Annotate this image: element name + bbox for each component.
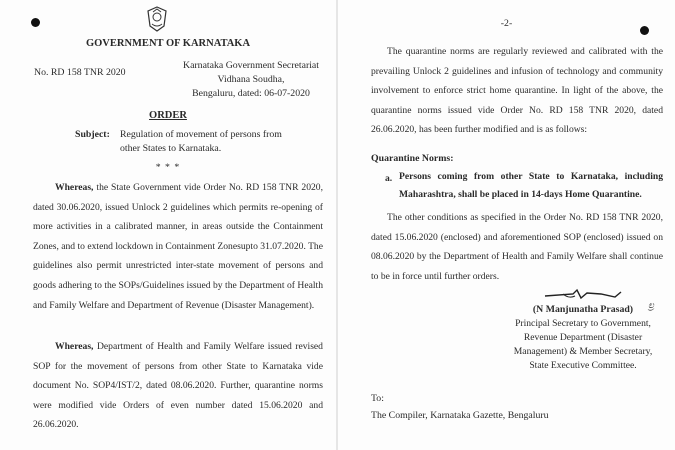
punch-hole-dot bbox=[31, 18, 40, 27]
signatory-designation-2: Revenue Department (Disaster bbox=[523, 332, 643, 343]
to-label: To: bbox=[371, 393, 384, 404]
quarantine-review-text: The quarantine norms are regularly reviewed and calibrated with the prevailing Unlock 2 guidelines and infusion of technology and community involvement to enforce strict home quarantine. In light of the above, the quarantine norms issued vide Order No. RD 158 TNR 2020, dated 26.06.2020, has been further modified and is as follows: bbox=[371, 46, 663, 136]
whereas-paragraph-1 bbox=[33, 178, 323, 315]
page-number: -2- bbox=[500, 18, 513, 29]
norm-a-text: Persons coming from other State to Karnataka, including Maharashtra, shall be placed in 14-days Home Quarantine. bbox=[399, 171, 663, 200]
signatory-designation-4: State Executive Committee. bbox=[529, 360, 637, 371]
whereas-text-2: Department of Health and Family Welfare issued revised SOP for the movement of persons from other State to Karnataka vide document No. SOP4/IST/2, dated 08.06.2020. Further, quarantine norms were modified vide Orders of even number dated 15.06.2020 and 26.06.2020. bbox=[33, 341, 323, 431]
quarantine-norms-heading: Quarantine Norms: bbox=[371, 153, 454, 164]
section-separator-stars: * * * bbox=[155, 162, 181, 173]
whereas-lead-2: Whereas, bbox=[55, 341, 94, 352]
government-heading: GOVERNMENT OF KARNATAKA bbox=[85, 38, 251, 49]
norm-a-label: a. bbox=[385, 173, 393, 184]
state-emblem-icon bbox=[146, 6, 168, 32]
subject-line-2: other States to Karnataka. bbox=[120, 143, 222, 154]
order-page-2 bbox=[338, 0, 675, 450]
whereas-text-1: the State Government vide Order No. RD 158 TNR 2020, dated 30.06.2020, issued Unlock 2 guidelines which permits re-opening of more activities in a calibrated manner, in areas outside the Containment Zones, and to extend lockdown in Containment Zonesupto 31.07.2020. The guidelines also permit unrestricted inter-state movement of persons and goods adhering to the SOPs/Guidelines issued by the Department of Health and Family Welfare and Department of Revenue (Disaster Management). bbox=[33, 182, 323, 311]
signatory-designation-3: Management) & Member Secretary, bbox=[513, 346, 653, 357]
subject-line-1: Regulation of movement of persons from bbox=[120, 129, 282, 140]
signatory-designation-1: Principal Secretary to Government, bbox=[515, 318, 651, 329]
order-number: No. RD 158 TNR 2020 bbox=[34, 67, 126, 78]
initials-mark: ಲ್ರ bbox=[648, 300, 655, 310]
other-conditions-text: The other conditions as specified in the Order No. RD 158 TNR 2020, dated 15.06.2020 (enclosed) and aforementioned SOP (enclosed) issued on 08.06.2020 by the Department of Health and Family Welfare shall continue to be in force until further orders. bbox=[371, 212, 663, 282]
address-line-2: Vidhana Soudha, bbox=[217, 74, 285, 85]
signatory-name: (N Manjunatha Prasad) bbox=[532, 304, 634, 315]
to-recipient: The Compiler, Karnataka Gazette, Bengaluru bbox=[371, 410, 549, 421]
other-conditions-paragraph bbox=[371, 208, 663, 286]
whereas-paragraph-2 bbox=[33, 337, 323, 435]
signature-mark bbox=[543, 288, 643, 302]
address-line-1: Karnataka Government Secretariat bbox=[183, 60, 319, 71]
order-page-1 bbox=[0, 0, 336, 450]
subject-label: Subject: bbox=[75, 129, 110, 140]
address-line-3: Bengaluru, dated: 06-07-2020 bbox=[192, 88, 310, 99]
whereas-lead-1: Whereas, bbox=[55, 182, 94, 193]
order-heading: ORDER bbox=[149, 110, 187, 121]
quarantine-review-paragraph bbox=[371, 42, 663, 140]
